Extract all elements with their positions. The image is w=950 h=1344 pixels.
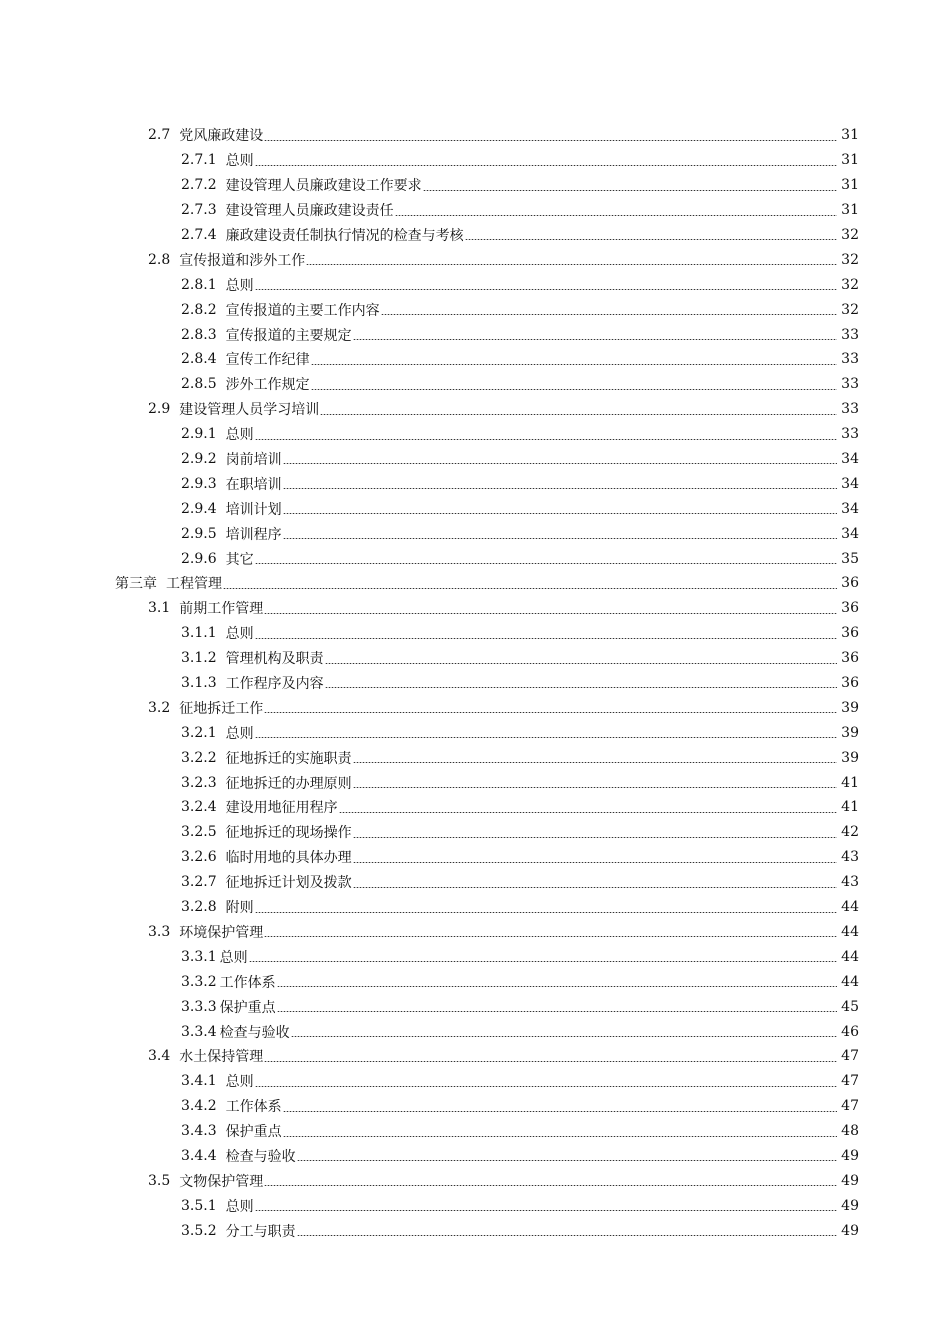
toc-entry-number: 3.1.1	[181, 625, 217, 642]
toc-entry-title: 征地拆迁计划及拨款	[225, 875, 352, 892]
toc-entry-page-number: 44	[841, 973, 859, 990]
toc-entry-number: 2.9.2	[181, 451, 217, 468]
toc-entry-number: 3.2.1	[181, 724, 217, 741]
toc-entry-title: 工作程序及内容	[225, 676, 324, 693]
toc-dot-leader	[353, 339, 837, 340]
toc-entry-page-number: 41	[841, 799, 859, 816]
toc-dot-leader	[353, 887, 837, 888]
toc-entry-title: 征地拆迁的实施职责	[225, 750, 352, 767]
toc-entry-number: 3.1.3	[181, 675, 217, 692]
toc-entry-title: 培训计划	[225, 501, 282, 518]
toc-dot-leader	[291, 1036, 837, 1037]
toc-entry-number: 3.3	[148, 923, 171, 940]
toc-entry-page-number: 43	[841, 874, 859, 891]
toc-entry-page-number: 46	[841, 1023, 859, 1040]
toc-entry-page-number: 39	[841, 699, 859, 716]
toc-entry[interactable]	[0, 447, 950, 472]
toc-entry-title: 建设用地征用程序	[225, 800, 338, 817]
toc-dot-leader	[353, 762, 837, 763]
toc-dot-leader	[353, 862, 837, 863]
toc-entry[interactable]	[0, 1144, 950, 1169]
toc-entry-number: 2.8.1	[181, 276, 217, 293]
toc-dot-leader	[306, 264, 837, 265]
toc-dot-leader	[283, 488, 837, 489]
toc-entry-number: 3.2.6	[181, 849, 217, 866]
toc-entry-number: 2.8.2	[181, 301, 217, 318]
toc-entry-page-number: 47	[841, 1073, 859, 1090]
toc-entry-title: 保护重点	[225, 1124, 282, 1141]
toc-entry-number: 2.8.4	[181, 351, 217, 368]
toc-entry[interactable]	[0, 1168, 950, 1193]
toc-dot-leader	[255, 912, 837, 913]
toc-dot-leader	[255, 439, 837, 440]
toc-entry[interactable]	[0, 123, 950, 148]
toc-entry-title: 分工与职责	[225, 1223, 296, 1240]
toc-entry-number: 3.1	[148, 600, 171, 617]
toc-entry-title: 宣传报道的主要工作内容	[225, 302, 380, 319]
toc-dot-leader	[255, 737, 837, 738]
toc-entry-number: 3.5	[148, 1172, 171, 1189]
toc-dot-leader	[339, 812, 837, 813]
toc-entry[interactable]	[0, 845, 950, 870]
toc-entry-number: 3.2	[148, 699, 171, 716]
toc-entry[interactable]	[0, 223, 950, 248]
toc-entry-page-number: 49	[841, 1147, 859, 1164]
toc-entry-number: 2.9.4	[181, 500, 217, 517]
toc-dot-leader	[255, 1210, 837, 1211]
toc-entry-title: 征地拆迁工作	[179, 700, 264, 717]
toc-entry-page-number: 36	[841, 575, 859, 592]
toc-entry-page-number: 45	[841, 998, 859, 1015]
toc-dot-leader	[325, 663, 837, 664]
toc-entry[interactable]	[0, 372, 950, 397]
toc-dot-leader	[423, 190, 837, 191]
toc-entry-title: 在职培训	[225, 476, 282, 493]
toc-dot-leader	[255, 1086, 837, 1087]
toc-entry-page-number: 32	[841, 301, 859, 318]
toc-entry-page-number: 36	[841, 650, 859, 667]
toc-entry-title: 总则	[225, 277, 254, 294]
toc-entry-title: 岗前培训	[225, 452, 282, 469]
toc-dot-leader	[255, 165, 837, 166]
toc-entry-page-number: 43	[841, 849, 859, 866]
toc-entry-title: 检查与验收	[225, 1148, 296, 1165]
toc-entry[interactable]	[0, 720, 950, 745]
toc-entry-page-number: 33	[841, 351, 859, 368]
toc-entry-title: 廉政建设责任制执行情况的检查与考核	[225, 228, 464, 244]
toc-entry[interactable]	[0, 496, 950, 521]
toc-entry-title: 涉外工作规定	[225, 377, 310, 394]
toc-entry[interactable]	[0, 397, 950, 422]
toc-dot-leader	[283, 538, 837, 539]
toc-entry[interactable]	[0, 148, 950, 173]
toc-entry[interactable]	[0, 596, 950, 621]
toc-entry-title: 建设管理人员廉政建设责任	[225, 203, 394, 220]
toc-entry-title: 环境保护管理	[179, 924, 264, 941]
toc-entry-title: 总则	[225, 626, 254, 643]
toc-dot-leader	[255, 289, 837, 290]
toc-entry-number: 2.9	[148, 401, 171, 418]
toc-dot-leader	[381, 314, 837, 315]
table-of-contents	[0, 123, 950, 1243]
toc-entry-number: 2.7.1	[181, 152, 217, 169]
toc-entry-page-number: 32	[841, 251, 859, 268]
toc-entry-number: 2.8	[148, 251, 171, 268]
toc-dot-leader	[283, 463, 837, 464]
toc-entry[interactable]	[0, 247, 950, 272]
toc-dot-leader	[395, 215, 837, 216]
toc-entry-number: 3.3.2	[181, 973, 217, 990]
toc-dot-leader	[283, 1111, 837, 1112]
toc-entry-page-number: 33	[841, 426, 859, 443]
toc-entry[interactable]	[0, 1044, 950, 1069]
toc-entry-page-number: 36	[841, 600, 859, 617]
toc-entry[interactable]	[0, 870, 950, 895]
toc-entry-page-number: 49	[841, 1172, 859, 1189]
toc-entry-number: 3.4.2	[181, 1098, 217, 1115]
toc-entry-number: 2.9.1	[181, 426, 217, 443]
toc-dot-leader	[311, 364, 837, 365]
toc-entry-number: 3.3.3	[181, 998, 217, 1015]
toc-entry-number: 2.9.6	[181, 550, 217, 567]
toc-dot-leader	[283, 1136, 837, 1137]
toc-dot-leader	[311, 389, 837, 390]
toc-entry-title: 征地拆迁的现场操作	[225, 825, 352, 842]
toc-entry-title: 保护重点	[219, 999, 276, 1016]
toc-dot-leader	[353, 837, 837, 838]
toc-dot-leader	[264, 936, 837, 937]
toc-dot-leader	[255, 563, 837, 564]
toc-entry-number: 3.2.5	[181, 824, 217, 841]
toc-entry-title: 工作体系	[225, 1099, 282, 1116]
toc-entry[interactable]	[0, 695, 950, 720]
toc-entry-title: 培训程序	[225, 526, 282, 543]
toc-entry[interactable]	[0, 671, 950, 696]
toc-entry-title: 文物保护管理	[179, 1173, 264, 1190]
toc-entry-title: 宣传报道和涉外工作	[179, 252, 306, 269]
toc-entry-page-number: 31	[841, 202, 859, 219]
toc-dot-leader	[320, 414, 837, 415]
toc-entry[interactable]	[0, 745, 950, 770]
toc-entry-page-number: 44	[841, 923, 859, 940]
toc-dot-leader	[465, 239, 837, 240]
toc-entry-page-number: 34	[841, 451, 859, 468]
toc-entry[interactable]	[0, 820, 950, 845]
toc-entry-title: 附则	[225, 900, 254, 917]
toc-dot-leader	[264, 613, 837, 614]
toc-entry-number: 第三章	[115, 576, 157, 593]
toc-entry-page-number: 36	[841, 675, 859, 692]
toc-entry-page-number: 47	[841, 1048, 859, 1065]
toc-entry-page-number: 39	[841, 724, 859, 741]
toc-dot-leader	[325, 687, 837, 688]
toc-entry-title: 宣传工作纪律	[225, 352, 310, 369]
toc-entry-page-number: 44	[841, 899, 859, 916]
toc-entry-title: 党风廉政建设	[179, 128, 264, 145]
toc-entry[interactable]	[0, 422, 950, 447]
toc-entry[interactable]	[0, 1069, 950, 1094]
toc-entry-title: 管理机构及职责	[225, 651, 324, 668]
toc-entry[interactable]	[0, 571, 950, 596]
toc-entry-number: 2.9.3	[181, 475, 217, 492]
toc-entry-page-number: 44	[841, 948, 859, 965]
toc-entry[interactable]	[0, 347, 950, 372]
toc-entry-number: 3.4.1	[181, 1073, 217, 1090]
toc-dot-leader	[353, 787, 837, 788]
toc-entry[interactable]	[0, 521, 950, 546]
toc-entry-number: 2.8.3	[181, 326, 217, 343]
toc-dot-leader	[249, 961, 837, 962]
toc-entry-title: 总则	[225, 725, 254, 742]
toc-entry-page-number: 33	[841, 401, 859, 418]
toc-entry-number: 3.5.1	[181, 1197, 217, 1214]
toc-dot-leader	[297, 1160, 837, 1161]
toc-entry-title: 工作体系	[219, 974, 276, 991]
toc-entry-number: 2.7.3	[181, 202, 217, 219]
toc-entry-title: 宣传报道的主要规定	[225, 327, 352, 344]
toc-dot-leader	[255, 638, 837, 639]
toc-entry-page-number: 35	[841, 550, 859, 567]
toc-entry-title: 临时用地的具体办理	[225, 850, 352, 867]
toc-entry-title: 前期工作管理	[179, 601, 264, 618]
toc-dot-leader	[277, 1011, 837, 1012]
toc-entry-page-number: 49	[841, 1197, 859, 1214]
toc-entry[interactable]	[0, 471, 950, 496]
toc-entry[interactable]	[0, 1218, 950, 1243]
toc-entry-title: 总则	[225, 1074, 254, 1091]
toc-dot-leader	[277, 986, 837, 987]
toc-entry-title: 总则	[225, 1198, 254, 1215]
toc-entry-page-number: 39	[841, 749, 859, 766]
toc-entry-page-number: 34	[841, 500, 859, 517]
toc-entry[interactable]	[0, 297, 950, 322]
toc-entry-page-number: 31	[841, 152, 859, 169]
toc-entry[interactable]	[0, 994, 950, 1019]
toc-entry[interactable]	[0, 621, 950, 646]
toc-entry-title: 建设管理人员学习培训	[179, 402, 320, 419]
toc-dot-leader	[264, 1061, 837, 1062]
toc-entry-number: 2.8.5	[181, 376, 217, 393]
toc-entry[interactable]	[0, 795, 950, 820]
toc-entry-page-number: 36	[841, 625, 859, 642]
toc-entry-page-number: 48	[841, 1123, 859, 1140]
toc-entry-number: 3.1.2	[181, 650, 217, 667]
toc-entry[interactable]	[0, 920, 950, 945]
toc-entry-title: 征地拆迁的办理原则	[225, 775, 352, 792]
toc-entry-title: 其它	[225, 551, 254, 568]
toc-entry-title: 检查与验收	[219, 1024, 290, 1041]
toc-entry-page-number: 31	[841, 177, 859, 194]
toc-entry[interactable]	[0, 1094, 950, 1119]
toc-entry-page-number: 47	[841, 1098, 859, 1115]
toc-entry-number: 3.2.2	[181, 749, 217, 766]
toc-entry[interactable]	[0, 272, 950, 297]
toc-entry-page-number: 32	[841, 227, 859, 243]
toc-entry-page-number: 34	[841, 525, 859, 542]
toc-entry-number: 3.3.4	[181, 1023, 217, 1040]
toc-entry[interactable]	[0, 969, 950, 994]
toc-entry-number: 2.7.2	[181, 177, 217, 194]
toc-entry-title: 建设管理人员廉政建设工作要求	[225, 178, 422, 195]
toc-entry-page-number: 49	[841, 1222, 859, 1239]
toc-entry-page-number: 33	[841, 326, 859, 343]
toc-dot-leader	[264, 1185, 837, 1186]
toc-entry-number: 3.3.1	[181, 948, 217, 965]
toc-entry-number: 2.9.5	[181, 525, 217, 542]
toc-dot-leader	[264, 140, 837, 141]
toc-entry[interactable]	[0, 1119, 950, 1144]
toc-entry-page-number: 41	[841, 774, 859, 791]
toc-entry-title: 水土保持管理	[179, 1049, 264, 1066]
toc-entry-title: 总则	[225, 153, 254, 170]
toc-entry[interactable]	[0, 1193, 950, 1218]
toc-dot-leader	[297, 1235, 837, 1236]
toc-entry[interactable]	[0, 1019, 950, 1044]
toc-entry-title: 总则	[219, 949, 248, 966]
toc-entry[interactable]	[0, 322, 950, 347]
toc-entry[interactable]	[0, 198, 950, 223]
toc-entry-number: 3.4.3	[181, 1123, 217, 1140]
toc-dot-leader	[264, 712, 837, 713]
toc-entry-number: 3.5.2	[181, 1222, 217, 1239]
toc-entry-page-number: 31	[841, 127, 859, 144]
toc-entry-page-number: 42	[841, 824, 859, 841]
toc-entry-number: 3.2.3	[181, 774, 217, 791]
toc-entry-title: 总则	[225, 427, 254, 444]
toc-entry-number: 3.2.8	[181, 899, 217, 916]
toc-entry-page-number: 33	[841, 376, 859, 393]
toc-entry-number: 2.7.4	[181, 227, 217, 243]
toc-entry-number: 3.4.4	[181, 1147, 217, 1164]
toc-entry-page-number: 34	[841, 475, 859, 492]
toc-entry-page-number: 32	[841, 276, 859, 293]
toc-dot-leader	[223, 588, 837, 589]
toc-entry[interactable]	[0, 173, 950, 198]
toc-entry-number: 3.2.4	[181, 799, 217, 816]
toc-entry-number: 3.4	[148, 1048, 171, 1065]
toc-entry-number: 3.2.7	[181, 874, 217, 891]
toc-entry[interactable]	[0, 546, 950, 571]
toc-entry-number: 2.7	[148, 127, 171, 144]
toc-entry[interactable]	[0, 646, 950, 671]
toc-entry[interactable]	[0, 944, 950, 969]
toc-entry[interactable]	[0, 770, 950, 795]
toc-dot-leader	[283, 513, 837, 514]
toc-entry-title: 工程管理	[166, 576, 222, 593]
toc-entry[interactable]	[0, 895, 950, 920]
